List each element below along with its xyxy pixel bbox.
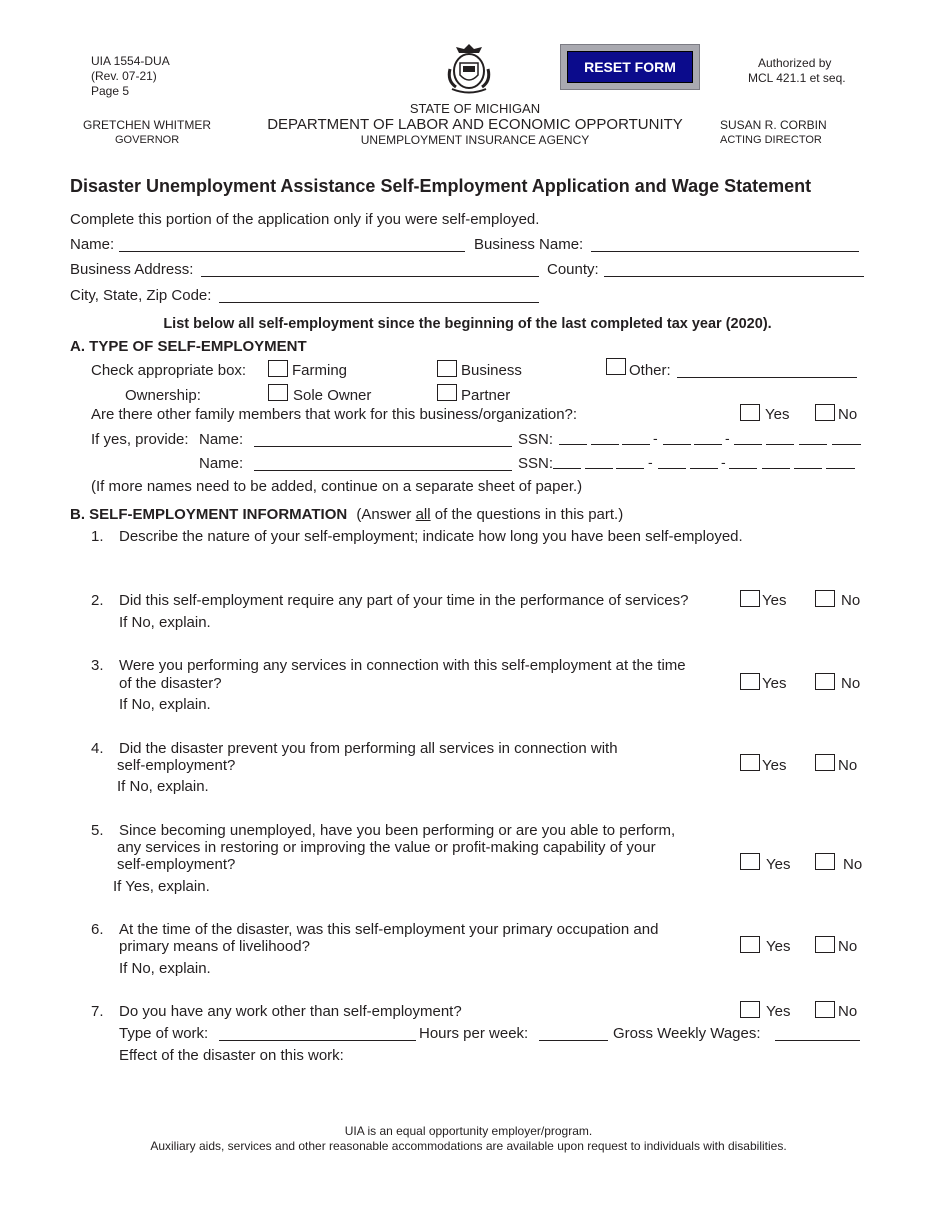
- other-checkbox[interactable]: [606, 358, 626, 375]
- business-name-label: Business Name:: [474, 236, 584, 253]
- question-6-no-checkbox[interactable]: [815, 936, 835, 953]
- section-b-heading: B. SELF-EMPLOYMENT INFORMATION: [70, 506, 348, 523]
- question-5-no-checkbox[interactable]: [815, 853, 835, 870]
- county-label: County:: [547, 261, 599, 278]
- question-2-no-label: No: [841, 592, 861, 609]
- question-1-text: Describe the nature of your self-employment; indicate how long you have been self-employed.: [119, 528, 743, 545]
- question-6-no-label: No: [838, 938, 858, 955]
- reset-form-button[interactable]: RESET FORM: [567, 51, 693, 83]
- gross-weekly-wages-field[interactable]: [775, 1025, 860, 1041]
- farming-label: Farming: [292, 362, 348, 379]
- other-label: Other:: [629, 362, 671, 379]
- member2-ssn-label: SSN:: [518, 455, 554, 472]
- question-3-explain: If No, explain.: [119, 696, 211, 713]
- question-4-text-line2: self-employment?: [117, 757, 236, 774]
- question-2-text: Did this self-employment require any part of your time in the performance of services?: [119, 592, 689, 609]
- business-name-field[interactable]: [591, 236, 859, 252]
- type-of-work-label: Type of work:: [119, 1025, 209, 1042]
- if-yes-provide-label: If yes, provide:: [91, 431, 189, 448]
- partner-label: Partner: [461, 387, 511, 404]
- question-3-no-label: No: [841, 675, 861, 692]
- question-3-yes-label: Yes: [762, 675, 787, 692]
- question-6-explain: If No, explain.: [119, 960, 211, 977]
- governor-name: GRETCHEN WHITMER: [83, 118, 211, 132]
- member1-name-label: Name:: [199, 431, 244, 448]
- agency-name: UNEMPLOYMENT INSURANCE AGENCY: [360, 133, 590, 147]
- question-5-no-label: No: [843, 856, 863, 873]
- city-state-zip-field[interactable]: [219, 287, 539, 303]
- city-state-zip-label: City, State, Zip Code:: [70, 287, 212, 304]
- hours-per-week-field[interactable]: [539, 1025, 608, 1041]
- effect-of-disaster-label: Effect of the disaster on this work:: [119, 1047, 344, 1064]
- family-no-checkbox[interactable]: [815, 404, 835, 421]
- question-4-no-label: No: [838, 757, 858, 774]
- question-7-no-checkbox[interactable]: [815, 1001, 835, 1018]
- member2-ssn-field[interactable]: - -: [553, 455, 855, 471]
- question-6-yes-label: Yes: [766, 938, 791, 955]
- question-3-yes-checkbox[interactable]: [740, 673, 760, 690]
- family-yes-label: Yes: [765, 406, 790, 423]
- question-4-number: 4.: [91, 740, 104, 757]
- list-instruction: List below all self-employment since the beginning of the last completed tax year (2020).: [163, 316, 772, 332]
- ownership-label: Ownership:: [125, 387, 201, 404]
- question-5-number: 5.: [91, 822, 104, 839]
- business-checkbox[interactable]: [437, 360, 457, 377]
- question-3-number: 3.: [91, 657, 104, 674]
- form-number: UIA 1554-DUA: [91, 54, 170, 68]
- question-5-text-line1: Since becoming unemployed, have you been performing or are you able to perform,: [119, 822, 676, 839]
- question-4-no-checkbox[interactable]: [815, 754, 835, 771]
- authorizing-statute: MCL 421.1 et seq.: [748, 71, 846, 85]
- family-members-question: Are there other family members that work for this business/organization?:: [91, 406, 578, 423]
- name-field[interactable]: [119, 236, 465, 252]
- question-5-text-line2: any services in restoring or improving the value or profit-making capability of your: [117, 839, 656, 856]
- director-name: SUSAN R. CORBIN: [720, 118, 827, 132]
- question-7-yes-label: Yes: [766, 1003, 791, 1020]
- question-4-yes-checkbox[interactable]: [740, 754, 760, 771]
- question-6-text-line1: At the time of the disaster, was this self-employment your primary occupation and: [119, 921, 659, 938]
- section-a-heading: A. TYPE OF SELF-EMPLOYMENT: [70, 338, 307, 355]
- question-2-number: 2.: [91, 592, 104, 609]
- other-field[interactable]: [677, 362, 857, 378]
- section-b-heading-row: [70, 506, 623, 523]
- question-3-text-line2: of the disaster?: [119, 675, 222, 692]
- question-5-yes-label: Yes: [766, 856, 791, 873]
- section-b-instruction-post: of the questions in this part.): [434, 506, 624, 523]
- question-2-yes-checkbox[interactable]: [740, 590, 760, 607]
- question-5-explain: If Yes, explain.: [113, 878, 210, 895]
- member1-ssn-label: SSN:: [518, 431, 554, 448]
- question-6-yes-checkbox[interactable]: [740, 936, 760, 953]
- question-4-explain: If No, explain.: [117, 778, 209, 795]
- question-3-no-checkbox[interactable]: [815, 673, 835, 690]
- gross-weekly-wages-label: Gross Weekly Wages:: [613, 1025, 761, 1042]
- question-5-yes-checkbox[interactable]: [740, 853, 760, 870]
- family-no-label: No: [838, 406, 858, 423]
- hours-per-week-label: Hours per week:: [419, 1025, 529, 1042]
- check-box-label: Check appropriate box:: [91, 362, 247, 379]
- sole-owner-label: Sole Owner: [293, 387, 372, 404]
- member1-ssn-field[interactable]: - -: [559, 431, 861, 447]
- authorized-by: Authorized by: [758, 56, 832, 70]
- director-title: ACTING DIRECTOR: [720, 134, 822, 146]
- farming-checkbox[interactable]: [268, 360, 288, 377]
- question-3-text-line1: Were you performing any services in connection with this self-employment at the time: [119, 657, 686, 674]
- question-7-number: 7.: [91, 1003, 104, 1020]
- page-title: Disaster Unemployment Assistance Self-Employment Application and Wage Statement: [70, 176, 812, 196]
- member1-name-field[interactable]: [254, 431, 512, 447]
- section-b-instruction-pre: (Answer: [356, 506, 412, 523]
- department-name: DEPARTMENT OF LABOR AND ECONOMIC OPPORTUNITY: [267, 116, 683, 133]
- question-6-text-line2: primary means of livelihood?: [119, 938, 310, 955]
- footer-equal-opportunity: UIA is an equal opportunity employer/program.: [344, 1124, 593, 1138]
- member2-name-field[interactable]: [254, 455, 512, 471]
- question-2-yes-label: Yes: [762, 592, 787, 609]
- question-7-no-label: No: [838, 1003, 858, 1020]
- question-7-yes-checkbox[interactable]: [740, 1001, 760, 1018]
- question-2-explain: If No, explain.: [119, 614, 211, 631]
- business-label: Business: [461, 362, 522, 379]
- state-name: STATE OF MICHIGAN: [409, 101, 541, 116]
- partner-checkbox[interactable]: [437, 384, 457, 401]
- question-6-number: 6.: [91, 921, 104, 938]
- intro-text: Complete this portion of the application only if you were self-employed.: [70, 211, 540, 228]
- governor-title: GOVERNOR: [115, 134, 180, 146]
- name-label: Name:: [70, 236, 115, 253]
- question-4-text-line1: Did the disaster prevent you from performing all services in connection with: [119, 740, 618, 757]
- state-seal: [444, 41, 494, 95]
- question-4-yes-label: Yes: [762, 757, 787, 774]
- business-address-field[interactable]: [201, 261, 539, 277]
- business-address-label: Business Address:: [70, 261, 194, 278]
- family-yes-checkbox[interactable]: [740, 404, 760, 421]
- sole-owner-checkbox[interactable]: [268, 384, 288, 401]
- question-1-number: 1.: [91, 528, 104, 545]
- member2-name-label: Name:: [199, 455, 244, 472]
- county-field[interactable]: [604, 261, 864, 277]
- more-names-note: (If more names need to be added, continue on a separate sheet of paper.): [91, 478, 583, 495]
- form-revision: (Rev. 07-21): [91, 69, 157, 83]
- question-2-no-checkbox[interactable]: [815, 590, 835, 607]
- type-of-work-field[interactable]: [219, 1025, 416, 1041]
- page-number: Page 5: [91, 84, 130, 98]
- footer-accommodations: Auxiliary aids, services and other reasonable accommodations are available upon request to individuals with disabilities.: [150, 1139, 787, 1153]
- question-7-text: Do you have any work other than self-employment?: [119, 1003, 462, 1020]
- question-5-text-line3: self-employment?: [117, 856, 236, 873]
- section-b-instruction-all: all: [415, 506, 431, 523]
- reset-form-frame: [560, 44, 700, 90]
